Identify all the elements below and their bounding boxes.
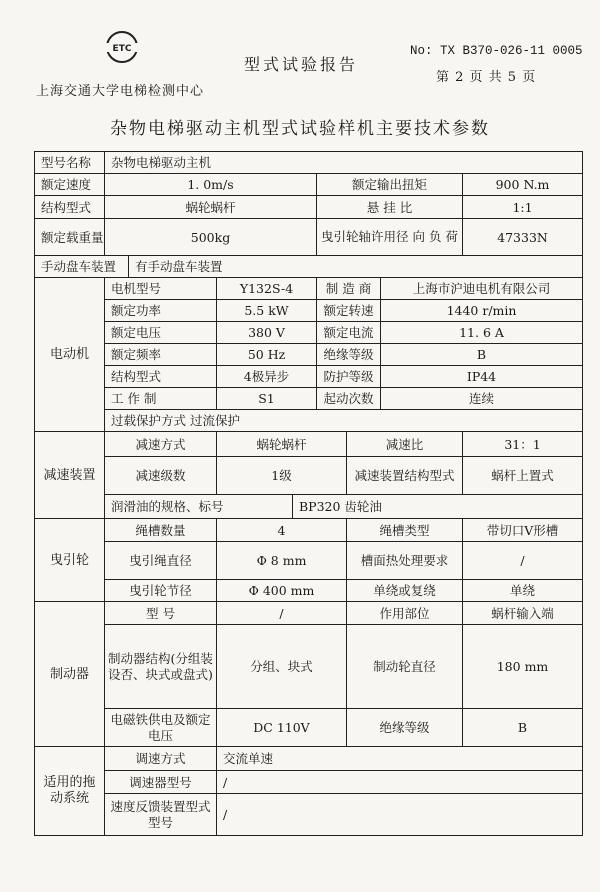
cell-value: 蜗杆上置式 <box>463 457 583 495</box>
cell-label: 防护等级 <box>317 366 381 388</box>
svg-text:ETC: ETC <box>112 44 132 54</box>
cell-label: 过载保护方式 <box>111 413 187 428</box>
table-row <box>35 709 583 747</box>
table-row <box>35 278 583 300</box>
cell-label: 手动盘车装置 <box>35 256 129 278</box>
cell-value: 5.5 kW <box>217 300 317 322</box>
cell-label: 曳引轮轴许用径 向 负 荷 <box>317 219 463 256</box>
cell-value: 1. 0m/s <box>105 174 317 196</box>
cell-value: DC 110V <box>217 709 347 747</box>
cell-label: 结构型式 <box>35 196 105 219</box>
cell-label: 额定速度 <box>35 174 105 196</box>
cell-label: 型 号 <box>105 602 217 625</box>
cell-label: 作用部位 <box>347 602 463 625</box>
cell-value: S1 <box>217 388 317 410</box>
table-row <box>35 366 583 388</box>
cell-value: Y132S-4 <box>217 278 317 300</box>
cell-label: 减速方式 <box>105 432 217 457</box>
cell-value: 单绕 <box>463 580 583 602</box>
cell-label: 曳引绳直径 <box>105 542 217 580</box>
table-row <box>35 300 583 322</box>
cell-value: B <box>463 709 583 747</box>
cell-value: 1:1 <box>463 196 583 219</box>
table-row <box>35 771 583 794</box>
cell-label: 减速装置结构型式 <box>347 457 463 495</box>
cell-value: BP320 齿轮油 <box>293 495 583 519</box>
cell-value: 上海市沪迪电机有限公司 <box>381 278 583 300</box>
cell-value: 4 <box>217 519 347 542</box>
cell-label: 调速器型号 <box>105 771 217 794</box>
cell-label: 型号名称 <box>35 152 105 174</box>
cell-value: Φ 400 mm <box>217 580 347 602</box>
report-title: 型式试验报告 <box>244 55 359 74</box>
table-row <box>35 495 583 519</box>
cell-value: 4极异步 <box>217 366 317 388</box>
category-motor: 电动机 <box>35 278 105 432</box>
category-reducer: 减速装置 <box>35 432 105 519</box>
cell-label: 曳引轮节径 <box>105 580 217 602</box>
cell-value: 31：1 <box>463 432 583 457</box>
cell-label: 制动轮直径 <box>347 625 463 709</box>
cell-label: 额定频率 <box>105 344 217 366</box>
cell-label: 制 造 商 <box>317 278 381 300</box>
cell-value: 1440 r/min <box>381 300 583 322</box>
table-row <box>35 580 583 602</box>
cell-value: / <box>217 794 583 836</box>
cell-value: 11. 6 A <box>381 322 583 344</box>
table-row <box>35 344 583 366</box>
cell-label: 绝缘等级 <box>347 709 463 747</box>
cell-value: 连续 <box>381 388 583 410</box>
organization-name: 上海交通大学电梯检测中心 <box>36 84 205 99</box>
cell-value: 蜗杆输入端 <box>463 602 583 625</box>
cell-value: 分组、块式 <box>217 625 347 709</box>
cell-label: 绝缘等级 <box>317 344 381 366</box>
cell-value: 蜗轮蜗杆 <box>217 432 347 457</box>
cell-value: 180 mm <box>463 625 583 709</box>
cell-label: 结构型式 <box>105 366 217 388</box>
page-number: 第 2 页 共 5 页 <box>436 70 537 85</box>
table-row <box>35 519 583 542</box>
table-row <box>35 747 583 771</box>
cell-value: 交流单速 <box>217 747 583 771</box>
category-brake: 制动器 <box>35 602 105 747</box>
overload-protection <box>105 410 583 432</box>
cell-label: 额定电压 <box>105 322 217 344</box>
table-row <box>35 322 583 344</box>
cell-value: / <box>463 542 583 580</box>
document-number: No: TX B370-026-11 0005 <box>410 44 583 58</box>
cell-label: 电机型号 <box>105 278 217 300</box>
cell-label: 悬 挂 比 <box>317 196 463 219</box>
cell-label: 制动器结构(分组装设否、块式或盘式) <box>105 625 217 709</box>
etc-logo <box>102 30 142 64</box>
cell-value: 47333N <box>463 219 583 256</box>
spec-table <box>34 151 583 836</box>
table-row <box>35 219 583 256</box>
cell-label: 润滑油的规格、标号 <box>105 495 293 519</box>
page-title: 杂物电梯驱动主机型式试验样机主要技术参数 <box>110 119 490 139</box>
cell-value: Φ 8 mm <box>217 542 347 580</box>
cell-label: 工 作 制 <box>105 388 217 410</box>
cell-label: 额定输出扭矩 <box>317 174 463 196</box>
table-row <box>35 542 583 580</box>
cell-label: 单绕或复绕 <box>347 580 463 602</box>
cell-value: / <box>217 602 347 625</box>
cell-label: 额定转速 <box>317 300 381 322</box>
category-drive: 适用的拖动系统 <box>35 747 105 836</box>
cell-label: 速度反馈装置型式型号 <box>105 794 217 836</box>
cell-label: 槽面热处理要求 <box>347 542 463 580</box>
cell-label: 额定载重量 <box>35 219 105 256</box>
report-header <box>0 0 600 112</box>
table-row <box>35 432 583 457</box>
cell-label: 起动次数 <box>317 388 381 410</box>
cell-label: 减速级数 <box>105 457 217 495</box>
category-sheave: 曳引轮 <box>35 519 105 602</box>
cell-value: B <box>381 344 583 366</box>
cell-label: 额定功率 <box>105 300 217 322</box>
cell-value: 蜗轮蜗杆 <box>105 196 317 219</box>
cell-label: 绳槽类型 <box>347 519 463 542</box>
cell-label: 减速比 <box>347 432 463 457</box>
table-row <box>35 457 583 495</box>
cell-value: 杂物电梯驱动主机 <box>105 152 583 174</box>
cell-value: / <box>217 771 583 794</box>
table-row <box>35 625 583 709</box>
table-row <box>35 152 583 174</box>
cell-value: IP44 <box>381 366 583 388</box>
cell-label: 绳槽数量 <box>105 519 217 542</box>
cell-value: 带切口V形槽 <box>463 519 583 542</box>
cell-label: 电磁铁供电及额定电压 <box>105 709 217 747</box>
table-row <box>35 196 583 219</box>
table-row <box>35 388 583 410</box>
cell-value: 900 N.m <box>463 174 583 196</box>
cell-label: 额定电流 <box>317 322 381 344</box>
cell-value: 380 V <box>217 322 317 344</box>
table-row <box>35 602 583 625</box>
cell-value: 500kg <box>105 219 317 256</box>
table-row <box>35 794 583 836</box>
cell-label: 调速方式 <box>105 747 217 771</box>
table-row <box>35 174 583 196</box>
cell-value: 1级 <box>217 457 347 495</box>
cell-value: 有手动盘车装置 <box>129 256 583 278</box>
cell-value: 过流保护 <box>190 413 241 428</box>
cell-value: 50 Hz <box>217 344 317 366</box>
table-row <box>35 410 583 432</box>
table-row <box>35 256 583 278</box>
